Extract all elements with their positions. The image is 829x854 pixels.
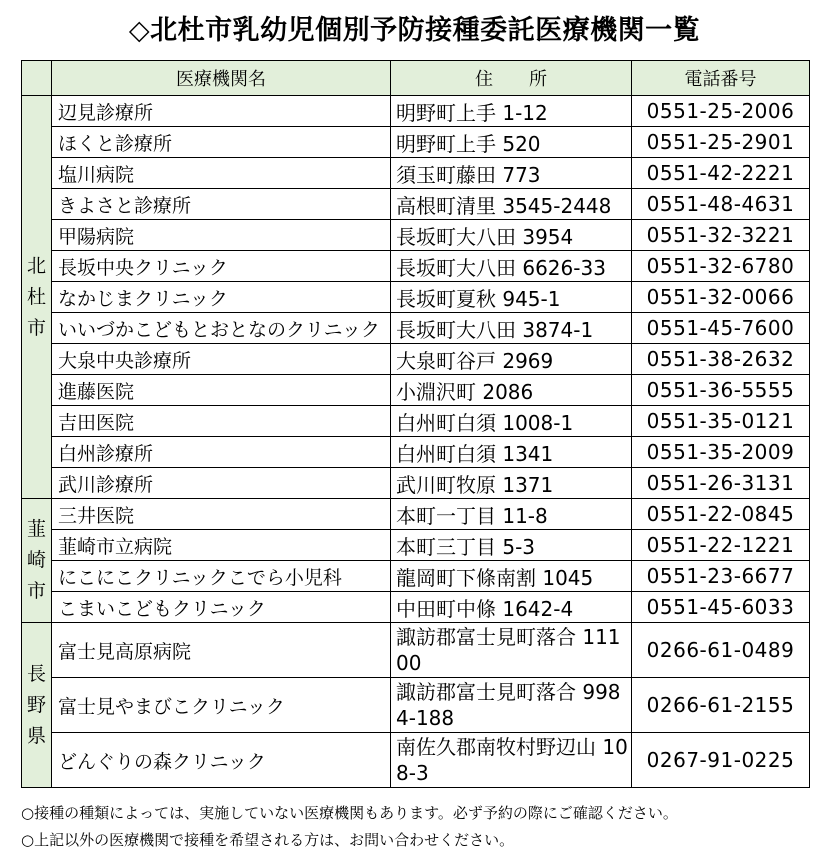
- header-name: 医療機関名: [52, 61, 391, 96]
- facility-name: ほくと診療所: [52, 127, 391, 158]
- table-row: [22, 220, 810, 251]
- facility-address: 長坂町大八田 6626-33: [391, 251, 632, 282]
- table-row: [22, 344, 810, 375]
- facility-name: 甲陽病院: [52, 220, 391, 251]
- facility-phone: 0551-26-3131: [632, 468, 810, 499]
- facility-phone: 0266-61-2155: [632, 678, 810, 733]
- facility-address: 諏訪郡富士見町落合 9984-188: [391, 678, 632, 733]
- facility-phone: 0551-25-2006: [632, 96, 810, 127]
- table-body: [22, 96, 810, 788]
- table-row: [22, 282, 810, 313]
- facility-address: 白州町白須 1341: [391, 437, 632, 468]
- facility-address: 本町一丁目 11-8: [391, 499, 632, 530]
- facility-address: 長坂町夏秋 945-1: [391, 282, 632, 313]
- facility-phone: 0266-61-0489: [632, 623, 810, 678]
- region-label: [22, 96, 52, 499]
- facility-name: どんぐりの森クリニック: [52, 733, 391, 788]
- facility-name: 吉田医院: [52, 406, 391, 437]
- header-phone: 電話番号: [632, 61, 810, 96]
- facility-address: 白州町白須 1008-1: [391, 406, 632, 437]
- table-row: [22, 678, 810, 733]
- facility-address: 大泉町谷戸 2969: [391, 344, 632, 375]
- facility-address: 中田町中條 1642-4: [391, 592, 632, 623]
- facility-name: 塩川病院: [52, 158, 391, 189]
- facility-address: 明野町上手 520: [391, 127, 632, 158]
- region-label-text: 長野県: [26, 662, 46, 747]
- region-label-text: 韮崎市: [26, 518, 46, 602]
- facility-address: 長坂町大八田 3954: [391, 220, 632, 251]
- table-row: [22, 499, 810, 530]
- table-header-row: [22, 61, 810, 96]
- table-row: [22, 406, 810, 437]
- table-row: [22, 561, 810, 592]
- header-corner-cell: [22, 61, 52, 96]
- facility-address: 須玉町藤田 773: [391, 158, 632, 189]
- facility-table: [21, 60, 810, 788]
- facility-name: 進藤医院: [52, 375, 391, 406]
- facility-name: なかじまクリニック: [52, 282, 391, 313]
- facility-address: 龍岡町下條南割 1045: [391, 561, 632, 592]
- facility-name: 長坂中央クリニック: [52, 251, 391, 282]
- facility-address: 長坂町大八田 3874-1: [391, 313, 632, 344]
- facility-address: 諏訪郡富士見町落合 11100: [391, 623, 632, 678]
- region-label-text: 北杜市: [26, 254, 46, 339]
- facility-name: いいづかこどもとおとなのクリニック: [52, 313, 391, 344]
- notes: [21, 800, 678, 854]
- facility-phone: 0551-23-6677: [632, 561, 810, 592]
- facility-phone: 0267-91-0225: [632, 733, 810, 788]
- facility-name: 大泉中央診療所: [52, 344, 391, 375]
- table-row: [22, 437, 810, 468]
- table-row: [22, 530, 810, 561]
- facility-name: 三井医院: [52, 499, 391, 530]
- table-row: [22, 592, 810, 623]
- note-line: ○上記以外の医療機関で接種を希望される方は、お問い合わせください。: [21, 831, 515, 849]
- facility-address: 南佐久郡南牧村野辺山 108-3: [391, 733, 632, 788]
- facility-phone: 0551-32-0066: [632, 282, 810, 313]
- facility-phone: 0551-42-2221: [632, 158, 810, 189]
- facility-name: 武川診療所: [52, 468, 391, 499]
- facility-phone: 0551-35-0121: [632, 406, 810, 437]
- header-address: 住 所: [391, 61, 632, 96]
- facility-address: 小淵沢町 2086: [391, 375, 632, 406]
- facility-phone: 0551-45-6033: [632, 592, 810, 623]
- region-label: [22, 623, 52, 788]
- facility-phone: 0551-36-5555: [632, 375, 810, 406]
- table-row: [22, 733, 810, 788]
- facility-phone: 0551-45-7600: [632, 313, 810, 344]
- facility-name: 韮崎市立病院: [52, 530, 391, 561]
- table-row: [22, 313, 810, 344]
- facility-phone: 0551-35-2009: [632, 437, 810, 468]
- facility-phone: 0551-22-1221: [632, 530, 810, 561]
- facility-phone: 0551-32-6780: [632, 251, 810, 282]
- facility-phone: 0551-22-0845: [632, 499, 810, 530]
- table-row: [22, 189, 810, 220]
- facility-name: こまいこどもクリニック: [52, 592, 391, 623]
- facility-address: 高根町清里 3545-2448: [391, 189, 632, 220]
- table-row: [22, 158, 810, 189]
- facility-phone: 0551-25-2901: [632, 127, 810, 158]
- facility-address: 武川町牧原 1371: [391, 468, 632, 499]
- table-row: [22, 127, 810, 158]
- table-row: [22, 375, 810, 406]
- facility-name: 富士見やまびこクリニック: [52, 678, 391, 733]
- facility-phone: 0551-48-4631: [632, 189, 810, 220]
- facility-address: 本町三丁目 5-3: [391, 530, 632, 561]
- facility-name: 富士見高原病院: [52, 623, 391, 678]
- region-label: [22, 499, 52, 623]
- table-row: [22, 468, 810, 499]
- facility-name: 辺見診療所: [52, 96, 391, 127]
- facility-name: きよさと診療所: [52, 189, 391, 220]
- note-line: ○接種の種類によっては、実施していない医療機関もあります。必ず予約の際にご確認ください。: [21, 804, 678, 822]
- facility-phone: 0551-32-3221: [632, 220, 810, 251]
- facility-phone: 0551-38-2632: [632, 344, 810, 375]
- page-title: ◇北杜市乳幼児個別予防接種委託医療機関一覧: [128, 15, 701, 46]
- table-row: [22, 96, 810, 127]
- facility-address: 明野町上手 1-12: [391, 96, 632, 127]
- facility-name: 白州診療所: [52, 437, 391, 468]
- facility-name: にこにこクリニックこでら小児科: [52, 561, 391, 592]
- table-row: [22, 251, 810, 282]
- table-row: [22, 623, 810, 678]
